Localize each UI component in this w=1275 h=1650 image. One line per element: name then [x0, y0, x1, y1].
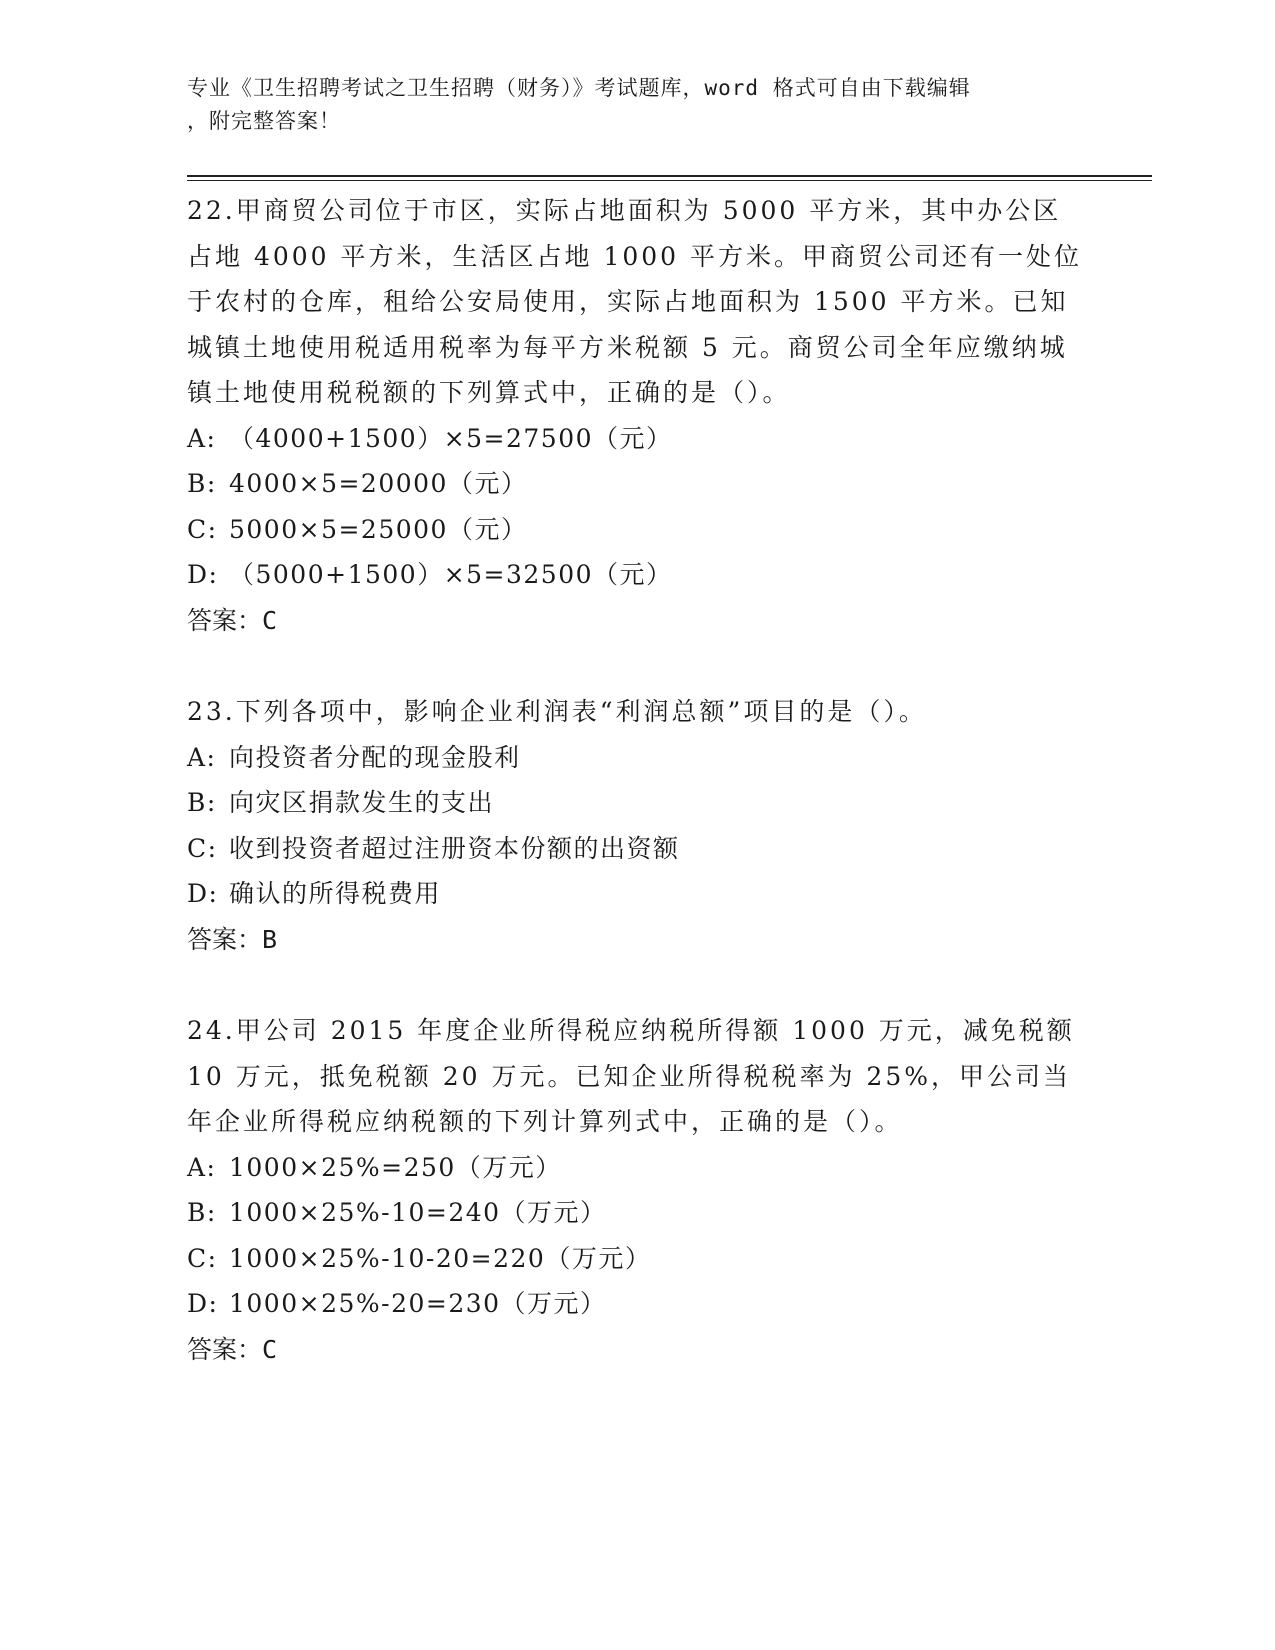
- option-b: [187, 780, 1087, 826]
- header-divider-thin: [187, 180, 1152, 181]
- option-label: A:: [187, 423, 217, 453]
- answer-line: 答案：C: [187, 1334, 278, 1364]
- option-text: 4000×5=20000（元）: [229, 469, 528, 498]
- option-text: 1000×25%=250（万元）: [229, 1152, 562, 1182]
- option-a: [187, 416, 1087, 462]
- option-text: 收到投资者超过注册资本份额的出资额: [229, 833, 680, 863]
- question-23: [187, 689, 1087, 962]
- question-list: [187, 188, 1087, 1418]
- option-label: D:: [187, 560, 219, 589]
- option-d: [187, 552, 1087, 598]
- question-text: 23.下列各项中，影响企业利润表“利润总额”项目的是（）。: [187, 697, 927, 726]
- answer-line: 答案：B: [187, 924, 278, 954]
- header-line-1: 专业《卫生招聘考试之卫生招聘（财务）》考试题库，word 格式可自由下载编辑: [187, 76, 971, 100]
- option-text: 1000×25%-20=230（万元）: [229, 1289, 607, 1318]
- option-label: C:: [187, 1243, 218, 1273]
- option-text: 1000×25%-10=240（万元）: [229, 1198, 607, 1227]
- option-label: A:: [187, 742, 217, 772]
- option-c: [187, 507, 1087, 553]
- question-22: [187, 188, 1087, 643]
- option-label: C:: [187, 514, 218, 544]
- option-label: D:: [187, 1289, 219, 1318]
- header-divider-thick: [187, 175, 1152, 177]
- option-text: 确认的所得税费用: [229, 879, 442, 908]
- option-a: [187, 1145, 1087, 1191]
- answer-line: 答案：C: [187, 605, 278, 635]
- option-text: 向灾区捐款发生的支出: [229, 788, 495, 817]
- option-c: [187, 826, 1087, 872]
- option-text: 5000×5=25000（元）: [229, 514, 528, 544]
- option-b: [187, 1190, 1087, 1236]
- option-d: [187, 1281, 1087, 1327]
- question-24: [187, 1008, 1087, 1372]
- option-label: A:: [187, 1152, 217, 1182]
- document-header: [187, 72, 1067, 138]
- question-text: 22.甲商贸公司位于市区，实际占地面积为 5000 平方米，其中办公区占地 4000 平方米，生活区占地 1000 平方米。甲商贸公司还有一处位于农村的仓库，租给公安局使用，实际占地面积为 1500 平方米。已知城镇土地使用税适用税率为每平方米税额 5 元。商贸公司全年应缴纳城镇土地使用税税额的下列算式中，正确的是（）。: [187, 196, 1083, 407]
- option-label: B:: [187, 469, 217, 498]
- option-label: B:: [187, 1198, 217, 1227]
- option-label: C:: [187, 833, 218, 863]
- option-label: D:: [187, 879, 219, 908]
- option-text: 向投资者分配的现金股利: [229, 742, 521, 772]
- option-c: [187, 1236, 1087, 1282]
- option-text: 1000×25%-10-20=220（万元）: [229, 1243, 652, 1273]
- option-text: （5000+1500）×5=32500（元）: [229, 560, 673, 589]
- header-line-2: ，附完整答案！: [187, 109, 341, 133]
- option-b: [187, 461, 1087, 507]
- option-d: [187, 871, 1087, 917]
- option-a: [187, 735, 1087, 781]
- option-text: （4000+1500）×5=27500（元）: [229, 423, 673, 453]
- option-label: B:: [187, 788, 217, 817]
- question-text: 24.甲公司 2015 年度企业所得税应纳税所得额 1000 万元，减免税额 10 万元，抵免税额 20 万元。已知企业所得税税率为 25%，甲公司当年企业所得税应纳税额的下列计算列式中，正确的是（）。: [187, 1016, 1075, 1136]
